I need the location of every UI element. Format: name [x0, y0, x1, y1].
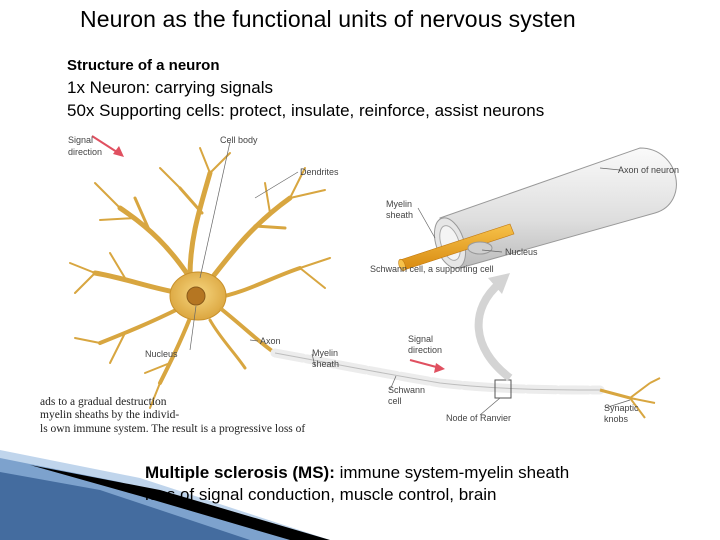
label-myelin-sheath-top-1: Myelin: [386, 199, 413, 209]
cut-text-line-3: ls own immune system. The result is a progressive loss of: [40, 423, 306, 435]
neuron-diagram: [40, 128, 720, 440]
signal-direction-arrow-bottom: [410, 360, 445, 373]
label-myelin-sheath-bottom-1: Myelin: [312, 348, 339, 358]
cut-text-line-2: myelin sheaths by the individ-: [40, 409, 180, 421]
nucleus-shape: [187, 287, 205, 305]
label-schwann-cell-2: cell: [388, 396, 402, 406]
label-schwann-cell-1: Schwann: [388, 385, 426, 395]
ms-description: immune system-myelin sheath: [334, 463, 570, 482]
label-synaptic-knobs-2: knobs: [604, 414, 629, 424]
axon-segments: [220, 308, 660, 418]
label-myelin-sheath-top-2: sheath: [386, 210, 414, 220]
label-cell-body: Cell body: [220, 135, 258, 145]
supporting-cells-line: 50x Supporting cells: protect, insulate, reinforce, assist neurons: [67, 101, 545, 120]
cut-text-line-1: ads to a gradual destruction: [40, 396, 167, 408]
label-signal-direction-2: direction: [68, 147, 103, 157]
label-schwann-supporting-cell: Schwann cell, a supporting cell: [370, 264, 494, 274]
label-signal-direction-1: Signal: [68, 135, 94, 145]
ms-line-1: [145, 462, 605, 484]
label-nucleus: Nucleus: [145, 349, 178, 359]
enlarge-arrow: [479, 283, 510, 378]
label-signal-direction-bottom-2: direction: [408, 345, 443, 355]
label-axon: Axon: [260, 336, 281, 346]
neuron-count-line: 1x Neuron: carrying signals: [67, 78, 273, 97]
label-signal-direction-bottom-1: Signal: [408, 334, 434, 344]
ms-term: Multiple sclerosis (MS):: [145, 463, 335, 482]
slide-title: Neuron as the functional units of nervous systen: [80, 6, 576, 32]
label-node-of-ranvier: Node of Ranvier: [446, 413, 512, 423]
label-axon-of-neuron: Axon of neuron: [618, 165, 680, 175]
label-myelin-sheath-bottom-2: sheath: [312, 359, 340, 369]
slide-subtitle: Structure of a neuron: [67, 57, 220, 74]
ms-line-2: loss of signal conduction, muscle control, brain: [145, 485, 497, 504]
label-synaptic-knobs-1: Synaptic: [604, 403, 639, 413]
label-dendrites: Dendrites: [300, 167, 339, 177]
label-nucleus-schwann: Nucleus: [505, 247, 538, 257]
multiple-sclerosis-note: [145, 462, 605, 506]
